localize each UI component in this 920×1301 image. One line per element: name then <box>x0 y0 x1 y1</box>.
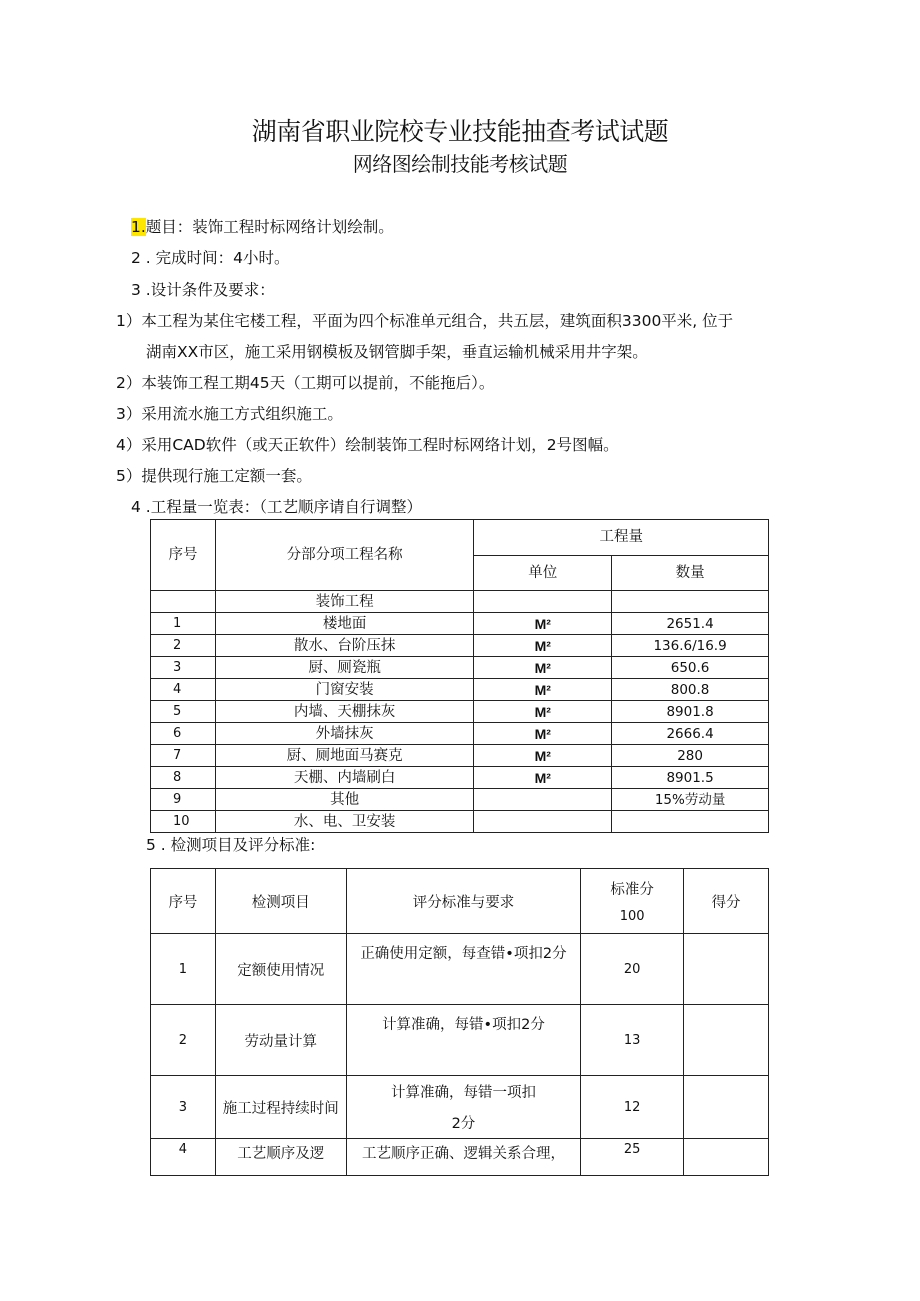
cell-unit: M² <box>474 701 612 723</box>
cell-seq: 3 <box>151 1076 216 1139</box>
table-row <box>151 1005 769 1076</box>
cell-score <box>684 1076 769 1139</box>
cell-name: 楼地面 <box>215 613 473 635</box>
requirement-1-line-1: 1）本工程为某住宅楼工程，平面为四个标准单元组合，共五层，建筑面积3300平米, 位于 <box>116 312 734 330</box>
cell-qty: 2666.4 <box>612 723 769 745</box>
page-title: 湖南省职业院校专业技能抽查考试试题 <box>251 117 669 146</box>
table-row <box>151 635 769 657</box>
table-row <box>151 591 769 613</box>
cell-points: 25 <box>581 1139 684 1176</box>
cell-unit: M² <box>474 745 612 767</box>
table-row <box>151 679 769 701</box>
col-header-amount: 数量 <box>612 555 769 591</box>
cell-unit <box>474 789 612 811</box>
cell-score <box>684 1139 769 1176</box>
table-row <box>151 1139 769 1176</box>
requirement-1-line-2: 湖南XX市区，施工采用钢模板及钢管脚手架，垂直运输机械采用井字架。 <box>146 343 648 361</box>
table-row <box>151 1076 769 1139</box>
cell-criteria: 计算准确，每错•项扣2分 <box>346 1005 581 1076</box>
cell-seq: 4 <box>151 679 216 701</box>
col-header-seq: 序号 <box>151 869 216 934</box>
cell-seq: 2 <box>151 635 216 657</box>
cell-qty: 800.8 <box>612 679 769 701</box>
cell-qty: 8901.5 <box>612 767 769 789</box>
cell-unit: M² <box>474 635 612 657</box>
cell-unit <box>474 591 612 613</box>
cell-score <box>684 934 769 1005</box>
cell-qty: 15%劳动量 <box>612 789 769 811</box>
cell-qty: 650.6 <box>612 657 769 679</box>
cell-seq: 8 <box>151 767 216 789</box>
criteria-line-1: 计算准确，每错一项扣 <box>390 1085 536 1101</box>
cell-seq: 3 <box>151 657 216 679</box>
page-subtitle: 网络图绘制技能考核试题 <box>352 152 568 176</box>
item-1-number: 1. <box>131 218 146 236</box>
cell-name: 厨、厕地面马赛克 <box>215 745 473 767</box>
table-row <box>151 723 769 745</box>
table-row <box>151 745 769 767</box>
requirement-2: 2）本装饰工程工期45天（工期可以提前，不能拖后）。 <box>116 374 495 392</box>
table-row <box>151 934 769 1005</box>
cell-unit: M² <box>474 767 612 789</box>
standard-label: 标准分 <box>610 882 654 898</box>
cell-points: 12 <box>581 1076 684 1139</box>
cell-criteria <box>346 1076 581 1139</box>
cell-criteria: 正确使用定额，每查错•项扣2分 <box>346 934 581 1005</box>
section-label: 装饰工程 <box>215 591 473 613</box>
table-row <box>151 613 769 635</box>
col-header-score: 得分 <box>684 869 769 934</box>
cell-name: 天棚、内墙刷白 <box>215 767 473 789</box>
cell-item: 工艺顺序及逻 <box>215 1139 346 1176</box>
cell-unit <box>474 811 612 833</box>
col-header-criteria: 评分标准与要求 <box>346 869 581 934</box>
table-row <box>151 811 769 833</box>
cell-seq: 1 <box>151 613 216 635</box>
col-header-quantity-group: 工程量 <box>474 520 769 556</box>
cell-points: 13 <box>581 1005 684 1076</box>
cell-name: 水、电、卫安装 <box>215 811 473 833</box>
item-3: 3 .设计条件及要求： <box>131 281 275 299</box>
cell-name: 其他 <box>215 789 473 811</box>
cell-points: 20 <box>581 934 684 1005</box>
cell-item: 劳动量计算 <box>215 1005 346 1076</box>
cell-seq: 5 <box>151 701 216 723</box>
cell-qty <box>612 811 769 833</box>
cell-qty: 2651.4 <box>612 613 769 635</box>
cell-unit: M² <box>474 613 612 635</box>
cell-seq: 10 <box>151 811 216 833</box>
cell-seq: 1 <box>151 934 216 1005</box>
cell-item: 施工过程持续时间 <box>215 1076 346 1139</box>
score-table <box>150 868 769 1176</box>
cell-seq: 9 <box>151 789 216 811</box>
item-4: 4 .工程量一览表：（工艺顺序请自行调整） <box>131 498 422 516</box>
standard-total: 100 <box>619 909 645 924</box>
item-1-text: 题目：装饰工程时标网络计划绘制。 <box>145 218 394 236</box>
cell-unit: M² <box>474 657 612 679</box>
table-row <box>151 657 769 679</box>
item-2: 2 . 完成时间：4小时。 <box>131 249 290 267</box>
col-header-name: 分部分项工程名称 <box>215 520 473 591</box>
cell-name: 厨、厕瓷瓶 <box>215 657 473 679</box>
cell-score <box>684 1005 769 1076</box>
cell-name: 散水、台阶压抹 <box>215 635 473 657</box>
cell-item: 定额使用情况 <box>215 934 346 1005</box>
cell-seq: 7 <box>151 745 216 767</box>
cell-unit: M² <box>474 679 612 701</box>
col-header-unit: 单位 <box>474 555 612 591</box>
cell-unit: M² <box>474 723 612 745</box>
item-1 <box>131 217 394 237</box>
requirement-5: 5）提供现行施工定额一套。 <box>116 467 312 485</box>
col-header-item: 检测项目 <box>215 869 346 934</box>
table-row <box>151 789 769 811</box>
cell-qty <box>612 591 769 613</box>
table-row <box>151 701 769 723</box>
score-table-header <box>151 869 769 934</box>
col-header-seq: 序号 <box>151 520 216 591</box>
col-header-standard <box>581 869 684 934</box>
requirement-3: 3）采用流水施工方式组织施工。 <box>116 405 343 423</box>
cell-qty: 136.6/16.9 <box>612 635 769 657</box>
cell-seq: 2 <box>151 1005 216 1076</box>
item-5: 5 . 检测项目及评分标准: <box>146 836 316 854</box>
cell-qty: 280 <box>612 745 769 767</box>
quantity-table <box>150 519 769 833</box>
requirement-4: 4）采用CAD软件（或天正软件）绘制装饰工程时标网络计划，2号图幅。 <box>116 436 619 454</box>
table-row <box>151 767 769 789</box>
cell-seq: 6 <box>151 723 216 745</box>
cell-seq: 4 <box>151 1139 216 1176</box>
cell-name: 门窗安装 <box>215 679 473 701</box>
cell-criteria: 工艺顺序正确、逻辑关系合理， <box>346 1139 581 1176</box>
cell-name: 内墙、天棚抹灰 <box>215 701 473 723</box>
cell-qty: 8901.8 <box>612 701 769 723</box>
cell-seq <box>151 591 216 613</box>
cell-name: 外墙抹灰 <box>215 723 473 745</box>
criteria-line-2: 2分 <box>451 1116 476 1132</box>
